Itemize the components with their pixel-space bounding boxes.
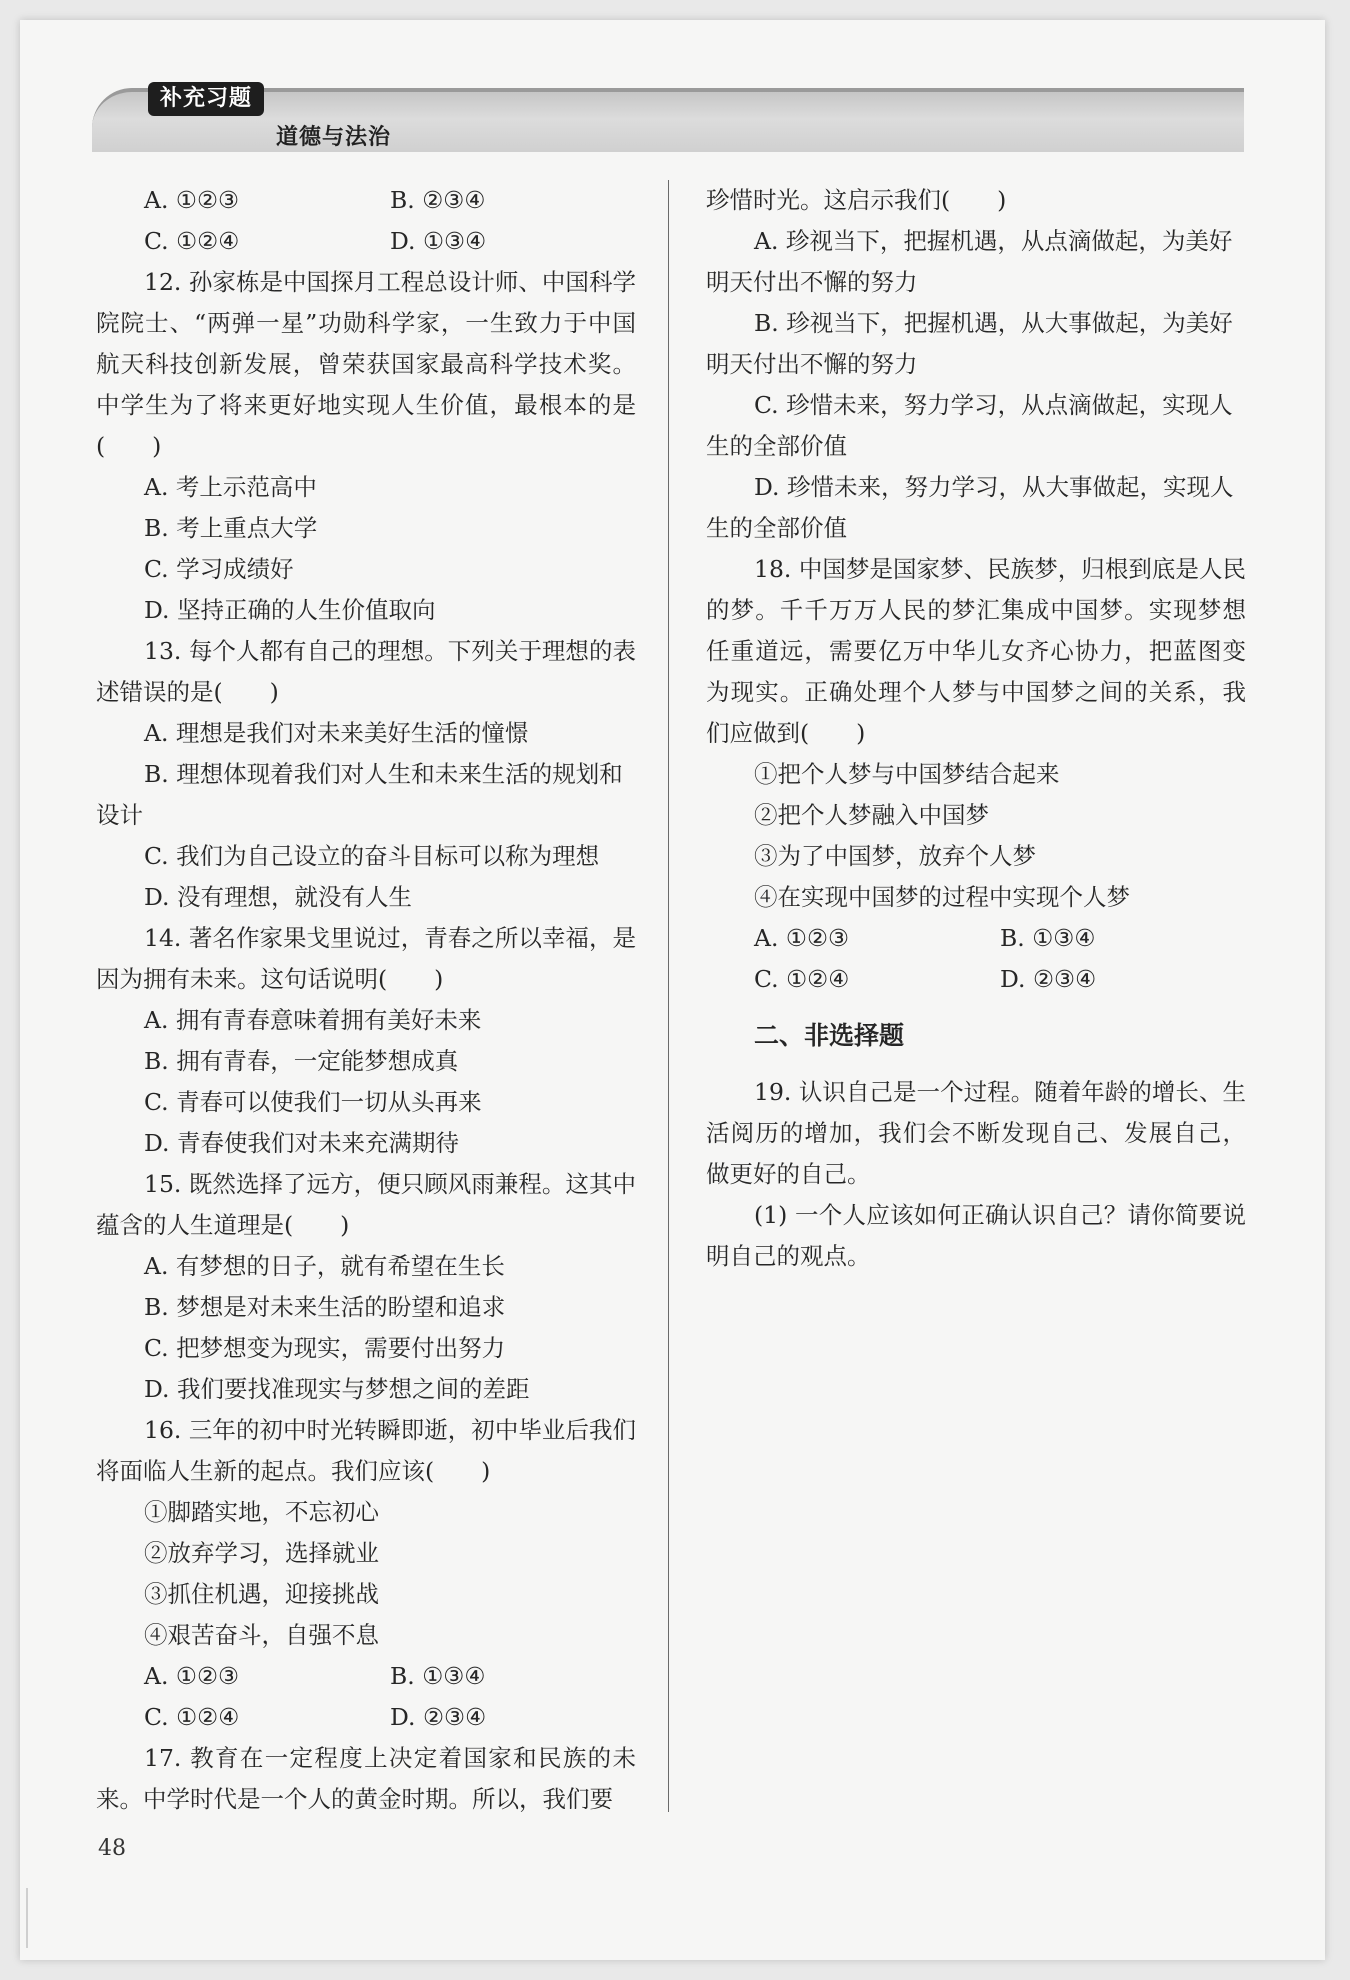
question-16-stem: 16. 三年的初中时光转瞬即逝，初中毕业后我们将面临人生新的起点。我们应该( )	[96, 1416, 636, 1485]
question-12-stem: 12. 孙家栋是中国探月工程总设计师、中国科学院院士、“两弹一星”功勋科学家，一生致力于中国航天科技创新发展，曾荣获国家最高科学技术奖。中学生为了将来更好地实现人生价值，最根本的是( )	[96, 268, 636, 460]
statement-item: ③为了中国梦，放弃个人梦	[754, 842, 1036, 870]
option: A. ①②③	[144, 186, 240, 214]
header-subject: 道德与法治	[276, 125, 392, 150]
option: D. 坚持正确的人生价值取向	[144, 596, 436, 624]
option: A. 有梦想的日子，就有希望在生长	[144, 1252, 505, 1280]
option: C. 我们为自己设立的奋斗目标可以称为理想	[144, 842, 600, 870]
question-19-stem: 19. 认识自己是一个过程。随着年龄的增长、生活阅历的增加，我们会不断发现自己、发展自己，做更好的自己。	[706, 1078, 1246, 1188]
page-number: 48	[98, 1836, 126, 1861]
option: C. 学习成绩好	[144, 555, 294, 583]
page-edge-mark	[26, 1888, 42, 1948]
option: C. ①②④	[144, 227, 240, 255]
option: B. ①③④	[390, 1662, 486, 1690]
question-15-stem: 15. 既然选择了远方，便只顾风雨兼程。这其中蕴含的人生道理是( )	[96, 1170, 636, 1239]
option: D. 我们要找准现实与梦想之间的差距	[144, 1375, 530, 1403]
statement-item: ①脚踏实地，不忘初心	[144, 1498, 379, 1526]
option: C. ①②④	[754, 965, 850, 993]
option: A. ①②③	[754, 924, 850, 952]
option: D. ②③④	[1000, 965, 1097, 993]
statement-item: ③抓住机遇，迎接挑战	[144, 1580, 379, 1608]
question-14-stem: 14. 著名作家果戈里说过，青春之所以幸福，是因为拥有未来。这句话说明( )	[96, 924, 636, 993]
option: B. 理想体现着我们对人生和未来生活的规划和设计	[96, 760, 623, 829]
option: D. 珍惜未来，努力学习，从大事做起，实现人生的全部价值	[706, 473, 1234, 542]
options-row	[96, 1697, 636, 1738]
options-row	[96, 180, 636, 221]
question-19-subquestion: (1) 一个人应该如何正确认识自己？请你简要说明自己的观点。	[706, 1201, 1246, 1270]
option: A. 理想是我们对未来美好生活的憧憬	[144, 719, 529, 747]
question-17-continued: 珍惜时光。这启示我们( )	[706, 186, 1007, 214]
options-row	[706, 918, 1246, 959]
option: B. ①③④	[1000, 924, 1096, 952]
option: A. 考上示范高中	[144, 473, 317, 501]
option: D. 青春使我们对未来充满期待	[144, 1129, 459, 1157]
statement-item: ④艰苦奋斗，自强不息	[144, 1621, 379, 1649]
statement-item: ②把个人梦融入中国梦	[754, 801, 989, 829]
header-tag: 补充习题	[148, 82, 264, 116]
option: B. 考上重点大学	[144, 514, 318, 542]
question-18-stem: 18. 中国梦是国家梦、民族梦，归根到底是人民的梦。千千万万人民的梦汇集成中国梦。实现梦想任重道远，需要亿万中华儿女齐心协力，把蓝图变为现实。正确处理个人梦与中国梦之间的关系，我们应做到( )	[706, 555, 1246, 747]
left-column	[96, 180, 636, 1820]
option: B. 拥有青春，一定能梦想成真	[144, 1047, 459, 1075]
options-row	[96, 1656, 636, 1697]
option: D. ②③④	[390, 1703, 487, 1731]
option: C. 珍惜未来，努力学习，从点滴做起，实现人生的全部价值	[706, 391, 1233, 460]
question-17-stem: 17. 教育在一定程度上决定着国家和民族的未来。中学时代是一个人的黄金时期。所以，我们要	[96, 1744, 636, 1813]
question-13-stem: 13. 每个人都有自己的理想。下列关于理想的表述错误的是( )	[96, 637, 636, 706]
options-row	[96, 221, 636, 262]
option: C. ①②④	[144, 1703, 240, 1731]
section-title: 二、非选择题	[754, 1021, 905, 1050]
right-column	[706, 180, 1246, 1277]
option: B. ②③④	[390, 186, 486, 214]
option: C. 把梦想变为现实，需要付出努力	[144, 1334, 506, 1362]
option: B. 梦想是对未来生活的盼望和追求	[144, 1293, 506, 1321]
header-banner	[92, 88, 1244, 152]
statement-item: ②放弃学习，选择就业	[144, 1539, 379, 1567]
option: A. 拥有青春意味着拥有美好未来	[144, 1006, 482, 1034]
option: D. ①③④	[390, 227, 487, 255]
statement-item: ④在实现中国梦的过程中实现个人梦	[754, 883, 1130, 911]
option: A. ①②③	[144, 1662, 240, 1690]
column-divider	[668, 180, 669, 1812]
option: D. 没有理想，就没有人生	[144, 883, 412, 911]
option: C. 青春可以使我们一切从头再来	[144, 1088, 482, 1116]
option: B. 珍视当下，把握机遇，从大事做起，为美好明天付出不懈的努力	[706, 309, 1233, 378]
statement-item: ①把个人梦与中国梦结合起来	[754, 760, 1060, 788]
options-row	[706, 959, 1246, 1000]
option: A. 珍视当下，把握机遇，从点滴做起，为美好明天付出不懈的努力	[706, 227, 1233, 296]
